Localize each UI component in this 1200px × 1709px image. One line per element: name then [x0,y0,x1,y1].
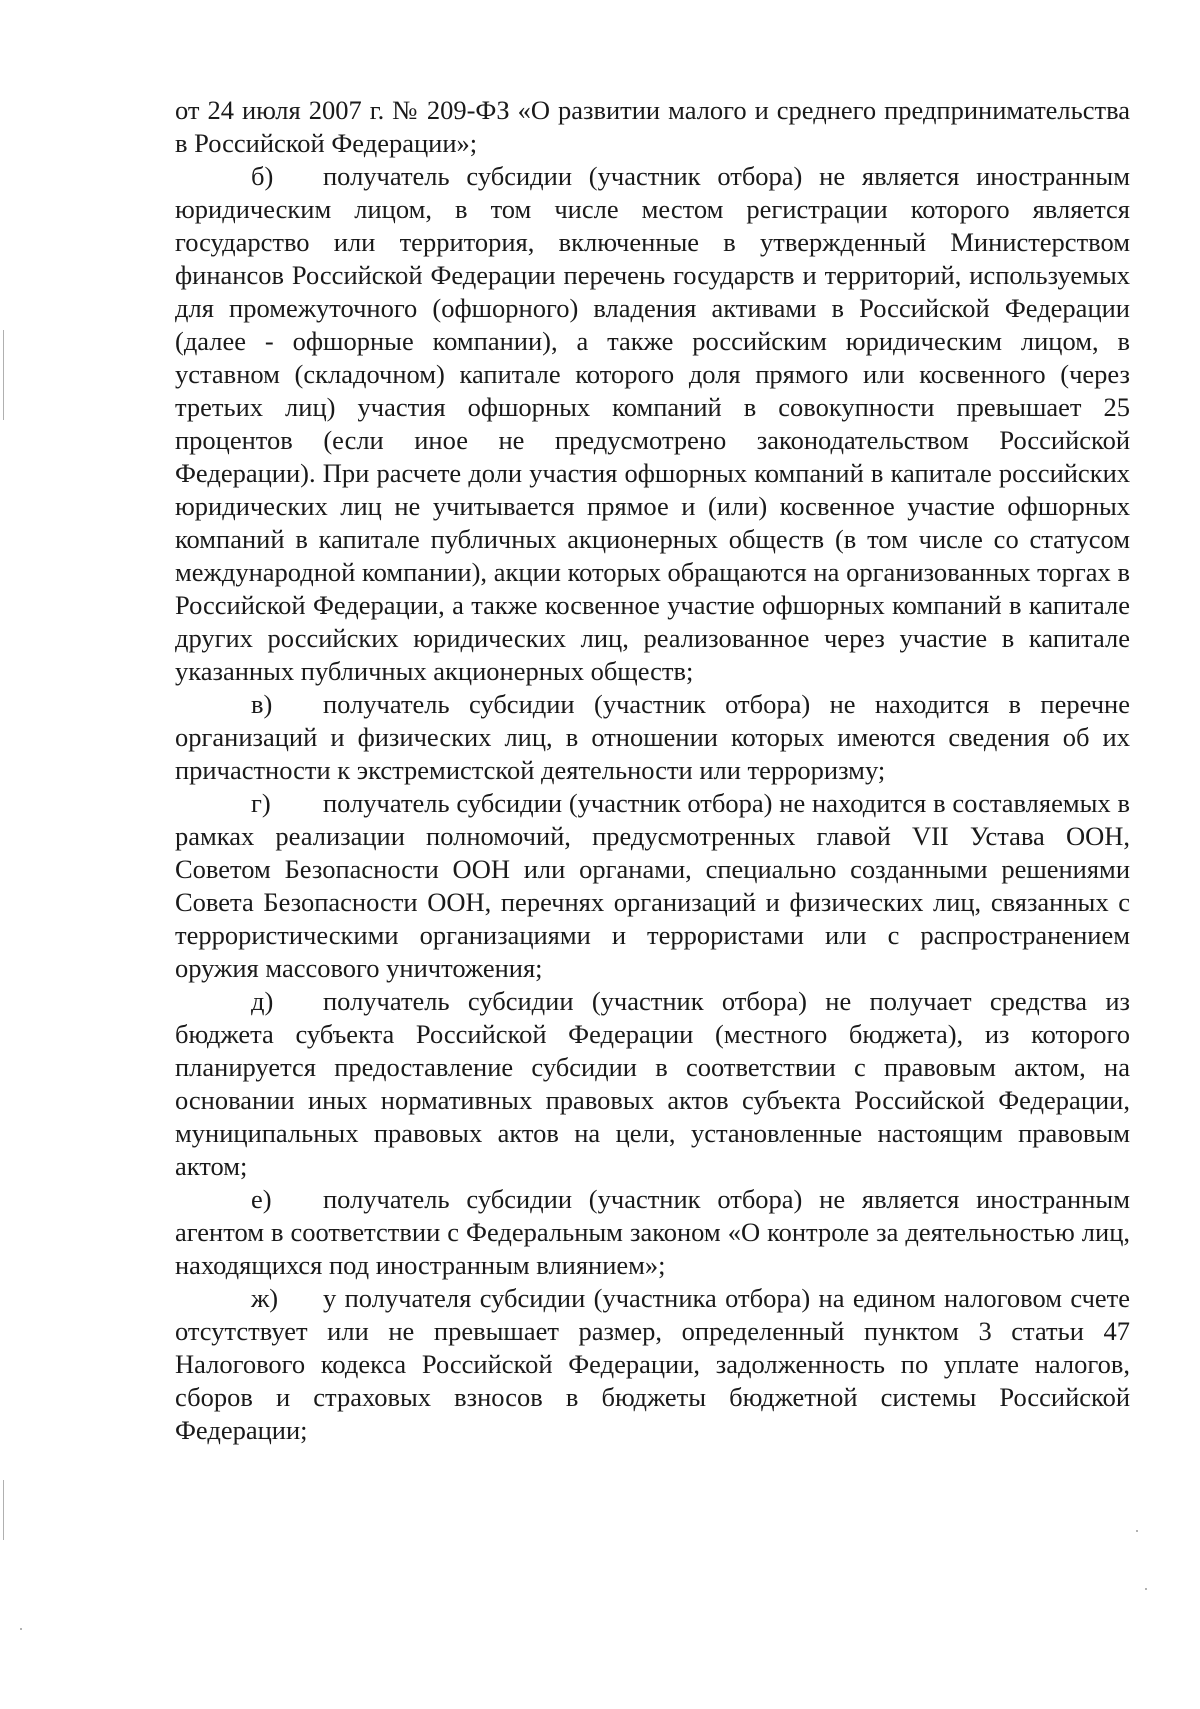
scan-speck [20,1628,22,1630]
intro-paragraph: от 24 июля 2007 г. № 209-ФЗ «О развитии малого и среднего предпринимательства в Российской Федерации»; [175,95,1130,158]
list-marker: е) [251,1184,272,1214]
list-item-b [175,160,1130,688]
list-item-zh [175,1282,1130,1447]
document-body [175,94,1130,1447]
list-item-d [175,985,1130,1183]
list-item-e [175,1183,1130,1282]
list-marker: б) [251,161,274,191]
list-item-text: получатель субсидии (участник отбора) не является иностранным агентом в соответствии с Федеральным законом «О контроле за деятельностью лиц, находящихся под иностранным влиянием»; [175,1184,1130,1280]
scan-speck [1145,1588,1147,1590]
list-item-g [175,787,1130,985]
list-item-text: получатель субсидии (участник отбора) не находится в перечне организаций и физических лиц, в отношении которых имеются сведения об их причастности к экстремистской деятельности или терроризму; [175,689,1130,785]
list-item-v [175,688,1130,787]
list-marker: г) [251,788,271,818]
list-marker: ж) [251,1283,279,1313]
list-item-text: у получателя субсидии (участника отбора) на едином налоговом счете отсутствует или не превышает размер, определенный пунктом 3 статьи 47 Налогового кодекса Российской Федерации, задолженность по уплате налогов, сборов и страховых взносов в бюджеты бюджетной системы Российской Федерации; [175,1283,1130,1445]
list-marker: в) [251,689,273,719]
list-item-text: получатель субсидии (участник отбора) не является иностранным юридическим лицом, в том числе местом регистрации которого является государство или территория, включенные в утвержденный Министерством финансов Российской Федерации перечень государств и территорий, используемых для промежуточного (офшорного) владения активами в Российской Федерации (далее - офшорные компании), а также российским юридическим лицом, в уставном (складочном) капитале которого доля прямого или косвенного (через третьих лиц) участия офшорных компаний в совокупности превышает 25 процентов (если иное не предусмотрено законодательством Российской Федерации). При расчете доли участия офшорных компаний в капитале российских юридических лиц не учитывается прямое и (или) косвенное участие офшорных компаний в капитале публичных акционерных обществ (в том числе со статусом международной компании), акции которых обращаются на организованных торгах в Российской Федерации, а также косвенное участие офшорных компаний в капитале других российских юридических лиц, реализованное через участие в капитале указанных публичных акционерных обществ; [175,161,1130,686]
scan-edge-mark [3,330,4,420]
scan-edge-mark [3,1480,4,1540]
list-item-text: получатель субсидии (участник отбора) не получает средства из бюджета субъекта Российской Федерации (местного бюджета), из которого планируется предоставление субсидии в соответствии с правовым актом, на основании иных нормативных правовых актов субъекта Российской Федерации, муниципальных правовых актов на цели, установленные настоящим правовым актом; [175,986,1130,1181]
scan-speck [1136,1530,1138,1532]
list-item-text: получатель субсидии (участник отбора) не находится в составляемых в рамках реализации полномочий, предусмотренных главой VII Устава ООН, Советом Безопасности ООН или органами, специально созданными решениями Совета Безопасности ООН, перечнях организаций и физических лиц, связанных с террористическими организациями и террористами или с распространением оружия массового уничтожения; [175,788,1130,983]
list-marker: д) [251,986,274,1016]
